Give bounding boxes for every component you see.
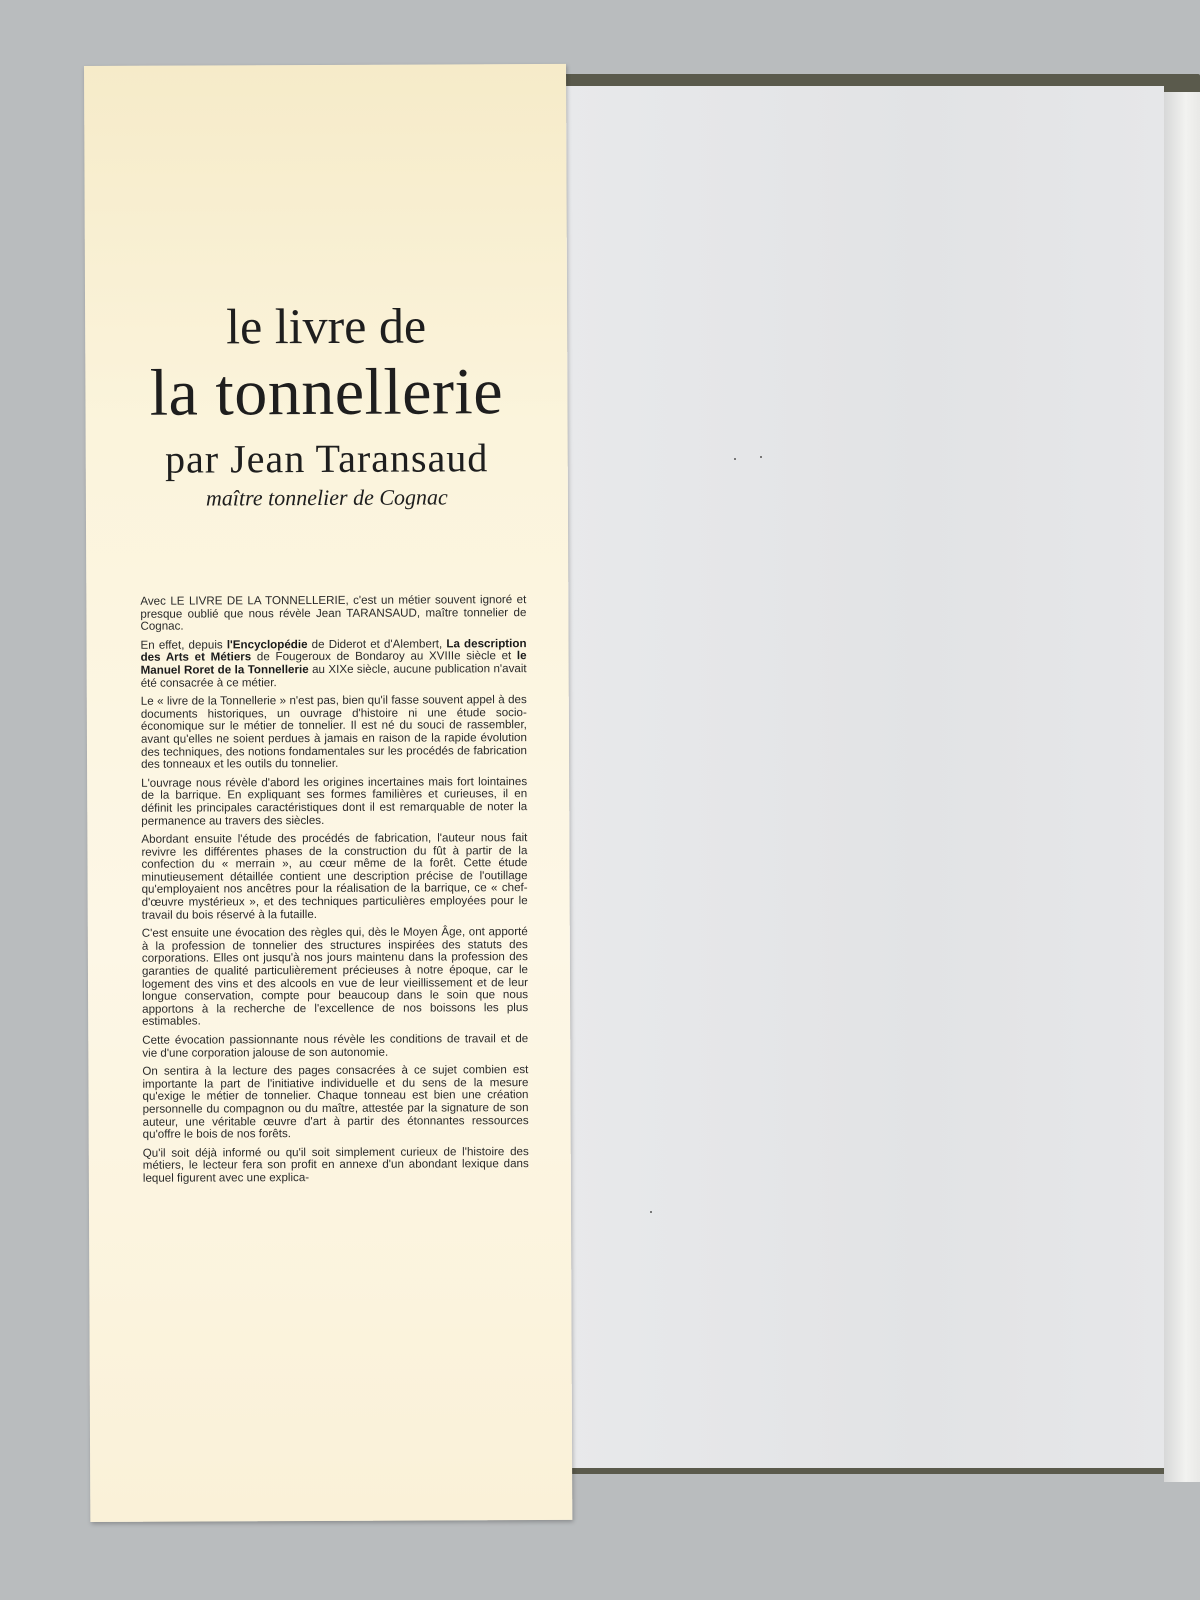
bold-reference: l'Encyclopédie [226, 637, 308, 652]
flap-body-text [140, 594, 529, 1191]
paper-speck [650, 1211, 652, 1213]
bold-reference: le Manuel Roret de la Tonnellerie [140, 649, 527, 677]
flap-paragraph [141, 776, 527, 828]
author-subtitle: maître tonnelier de Cognac [205, 484, 448, 511]
text-run: C'est ensuite une évocation des règles qui, dès le Moyen Âge, ont apporté à la profession de tonnelier des structures inspirées des statuts des corporations. Elles ont jusqu'à nos jours maintenu dans la profession des garanties de qualité particulièrement précieuses à notre époque, car le logement des vins et des alcools en vue de leur vieillissement et de leur longue conservation, compte pour beaucoup dans le soin que nous apportons à la recherche de l'excellence de nos boissons les plus estimables. [141, 925, 529, 1029]
flap-paragraph [143, 1146, 529, 1185]
text-run: de Fougeroux de Bondaroy au XVIIIe siècle et [251, 649, 517, 664]
bold-reference: La description des Arts et Métiers [140, 636, 527, 665]
text-run: au XIXe siècle, aucune publication n'avait été consacrée à ce métier. [140, 662, 527, 690]
flap-paragraph [141, 638, 527, 690]
text-run: Avec LE LIVRE DE LA TONNELLERIE, c'est un métier souvent ignoré et presque oublié que nous révèle Jean TARANSAUD, maître tonnelier de Cognac. [140, 593, 527, 633]
text-run: En effet, depuis [140, 638, 227, 652]
flap-paragraph [142, 926, 528, 1028]
text-run: On sentira à la lecture des pages consacrées à ce sujet combien est importante la part de l'initiative individuelle et du sens de la mesure qu'exige le métier de tonnelier. Chaque tonneau est bien une création personnelle du compagnon ou du maître, attestée par la signature de son auteur, une véritable œuvre d'art à partir des étonnantes ressources qu'offre le bois de nos forêts. [142, 1063, 529, 1141]
title-line-2: la tonnellerie [149, 355, 504, 430]
paper-speck [734, 458, 736, 460]
flap-paragraph [141, 694, 527, 771]
title-line-1: le livre de [226, 297, 427, 355]
flap-paragraph [141, 832, 527, 922]
text-run: Qu'il soit déjà informé ou qu'il soit simplement curieux de l'histoire des métiers, le lecteur fera son profit en annexe d'un abondant lexique dans lequel figurent avec une explica- [142, 1144, 529, 1185]
text-run: Cette évocation passionnante nous révèle les conditions de travail et de vie d'une corporation jalouse de son autonomie. [142, 1032, 529, 1060]
flap-paragraph [140, 594, 526, 633]
author-line: par Jean Taransaud [165, 435, 489, 482]
text-run: Abordant ensuite l'étude des procédés de fabrication, l'auteur nous fait revivre les différentes phases de la construction du fût à partir de la confection du « merrain », au cœur même de la forêt. Cette étude minutieusement détaillée contient une description précise de l'outillage qu'employaient nos ancêtres pour la réalisation de la barrique, ce « chef-d'œuvre mystérieux », et des techniques particulières employées pour le travail du bois réservé à la futaille. [141, 831, 528, 922]
paper-speck [760, 456, 762, 458]
text-run: de Diderot et d'Alembert, [307, 637, 447, 651]
flap-paragraph [142, 1033, 528, 1060]
endpaper-page [562, 86, 1164, 1468]
page-edges [1164, 92, 1200, 1482]
flap-paragraph [142, 1064, 528, 1141]
text-run: Le « livre de la Tonnellerie » n'est pas, bien qu'il fasse souvent appel à des documents historiques, un ouvrage d'histoire ni une étude socio-économique sur le métier de tonnelier. Il est né du souci de rassembler, avant qu'elles ne soient perdues à jamais en raison de la rapide évolution des techniques, des notions fondamentales sur les procédés de fabrication des tonneaux et les outils du tonnelier. [140, 693, 528, 771]
dust-jacket-flap [84, 64, 572, 1522]
text-run: L'ouvrage nous révèle d'abord les origines incertaines mais fort lointaines de la barrique. En expliquant ses formes familières et curieuses, il en définit les principales caractéristiques dont il est remarquable de noter la permanence au travers des siècles. [141, 774, 528, 828]
